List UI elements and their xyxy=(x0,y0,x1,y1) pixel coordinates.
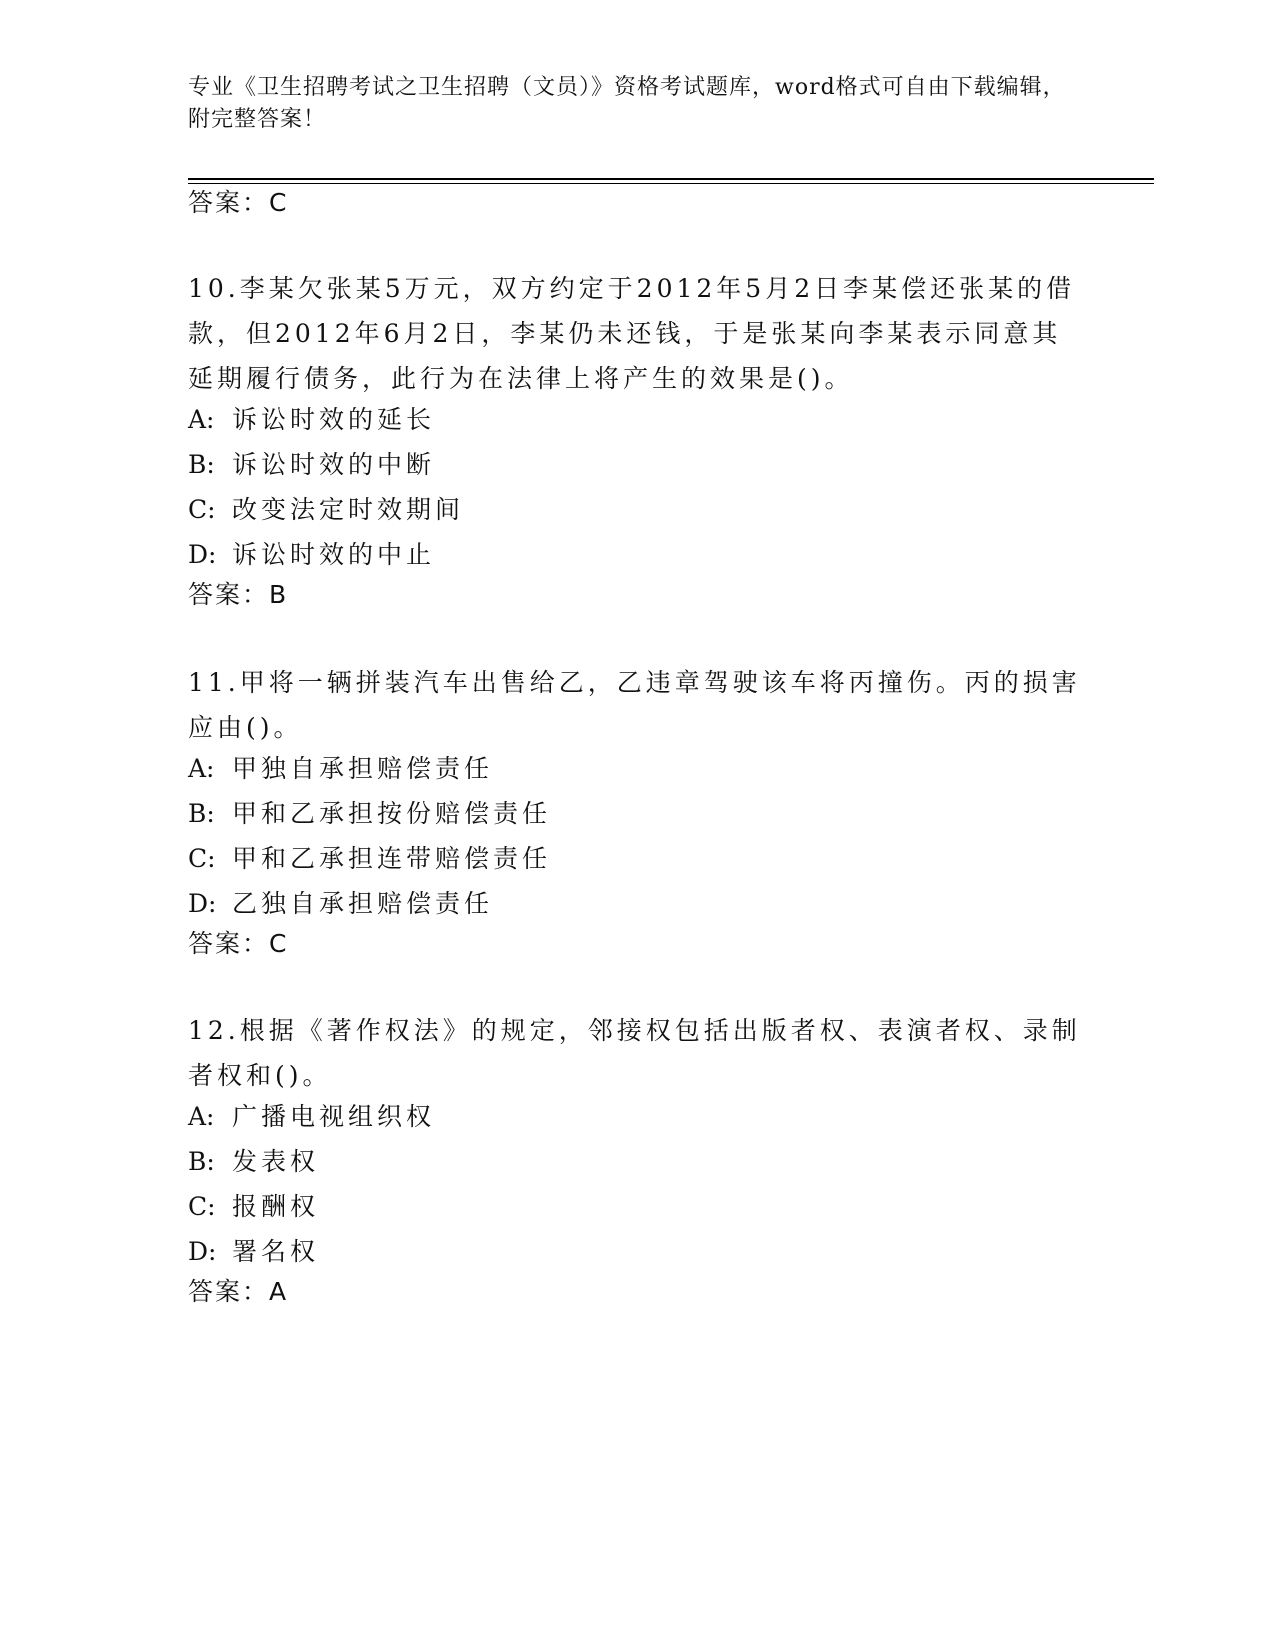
option-key: C: xyxy=(188,1192,216,1221)
question-stem: 10.李某欠张某5万元，双方约定于2012年5月2日李某偿还张某的借款，但2012年6月2日，李某仍未还钱，于是张某向李某表示同意其延期履行债务，此行为在法律上将产生的效果是()。 xyxy=(188,274,1076,393)
option-key: C: xyxy=(188,495,216,524)
option-c xyxy=(188,487,1088,532)
option-key: C: xyxy=(188,844,216,873)
option-d xyxy=(188,881,1088,926)
option-key: A: xyxy=(188,754,215,783)
option-key: D: xyxy=(188,889,217,918)
document-header: 专业《卫生招聘考试之卫生招聘（文员）》资格考试题库，word格式可自由下载编辑，附完整答案！ xyxy=(188,75,1066,132)
option-key: D: xyxy=(188,1237,217,1266)
option-text: 诉讼时效的中断 xyxy=(232,450,436,479)
answer-value: B xyxy=(269,580,288,609)
question-12-options xyxy=(188,1094,1088,1274)
answer-value: C xyxy=(269,188,288,217)
answer-line-previous xyxy=(188,180,1088,226)
option-text: 广播电视组织权 xyxy=(232,1102,436,1131)
question-12 xyxy=(188,1008,1088,1098)
question-stem: 11.甲将一辆拼装汽车出售给乙，乙违章驾驶该车将丙撞伤。丙的损害应由()。 xyxy=(188,668,1081,742)
option-text: 发表权 xyxy=(232,1147,320,1176)
option-text: 乙独自承担赔偿责任 xyxy=(232,889,494,918)
option-c xyxy=(188,1184,1088,1229)
option-text: 甲和乙承担连带赔偿责任 xyxy=(232,844,552,873)
option-key: A: xyxy=(188,405,215,434)
option-key: D: xyxy=(188,540,217,569)
option-d xyxy=(188,1229,1088,1274)
answer-label: 答案： xyxy=(188,188,270,217)
answer-line-11 xyxy=(188,921,1088,967)
option-text: 署名权 xyxy=(232,1237,320,1266)
option-text: 报酬权 xyxy=(232,1192,320,1221)
option-c xyxy=(188,836,1088,881)
option-text: 甲和乙承担按份赔偿责任 xyxy=(232,799,552,828)
answer-label: 答案： xyxy=(188,580,270,609)
question-10 xyxy=(188,266,1088,401)
answer-value: C xyxy=(269,929,288,958)
option-key: A: xyxy=(188,1102,215,1131)
option-a xyxy=(188,746,1088,791)
option-a xyxy=(188,397,1088,442)
question-11 xyxy=(188,660,1088,750)
option-text: 改变法定时效期间 xyxy=(232,495,465,524)
option-text: 诉讼时效的中止 xyxy=(232,540,436,569)
option-b xyxy=(188,791,1088,836)
option-key: B: xyxy=(188,450,215,479)
question-11-options xyxy=(188,746,1088,926)
option-text: 甲独自承担赔偿责任 xyxy=(232,754,494,783)
answer-label: 答案： xyxy=(188,1277,270,1306)
answer-line-12 xyxy=(188,1269,1088,1315)
option-d xyxy=(188,532,1088,577)
answer-line-10 xyxy=(188,572,1088,618)
question-stem: 12.根据《著作权法》的规定，邻接权包括出版者权、表演者权、录制者权和()。 xyxy=(188,1016,1081,1090)
answer-value: A xyxy=(269,1277,288,1306)
option-text: 诉讼时效的延长 xyxy=(232,405,436,434)
option-key: B: xyxy=(188,799,215,828)
answer-label: 答案： xyxy=(188,929,270,958)
option-a xyxy=(188,1094,1088,1139)
option-b xyxy=(188,1139,1088,1184)
option-key: B: xyxy=(188,1147,215,1176)
option-b xyxy=(188,442,1088,487)
question-10-options xyxy=(188,397,1088,577)
